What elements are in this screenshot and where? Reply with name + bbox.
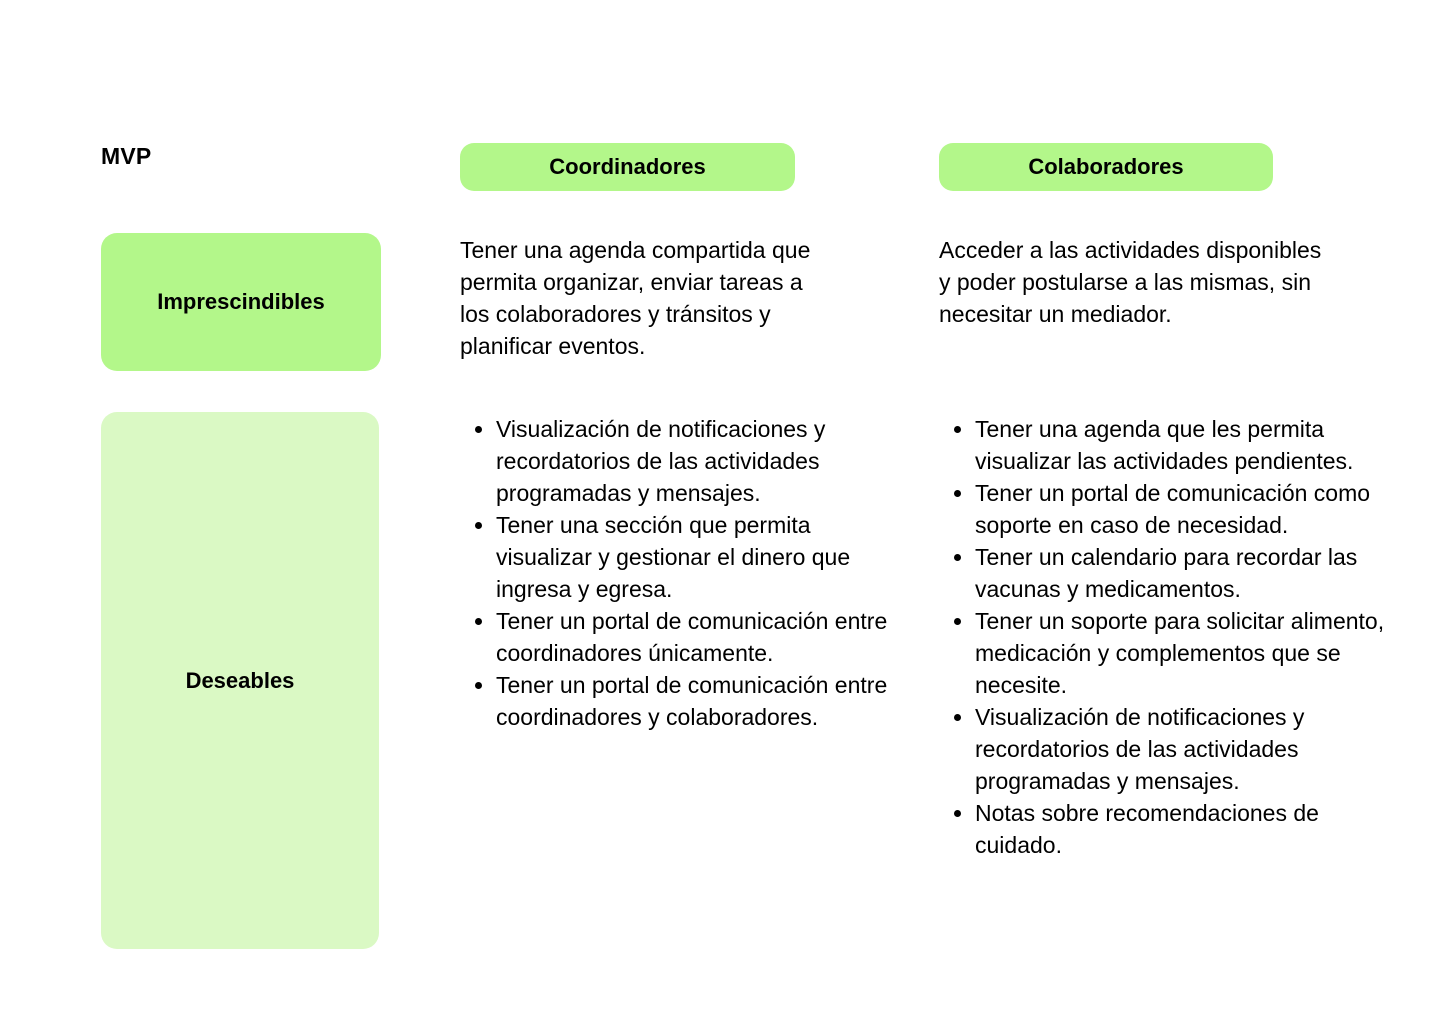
list-item: • Tener un soporte para solicitar alimento, medicación y complementos que se necesite. [975,605,1385,701]
list-item: • Tener un portal de comunicación como soporte en caso de necesidad. [975,477,1385,541]
list-item: • Tener un portal de comunicación entre coordinadores y colaboradores. [496,669,896,733]
page-title: MVP [101,143,152,169]
row-label-imprescindibles: Imprescindibles [101,233,381,371]
imprescindibles-coordinadores-text: Tener una agenda compartida que permita organizar, enviar tareas a los colaboradores y tránsitos y planificar eventos. [460,237,811,359]
list-item: • Visualización de notificaciones y recordatorios de las actividades programadas y mensajes. [496,413,896,509]
list-item: • Tener una agenda que les permita visualizar las actividades pendientes. [975,413,1385,477]
column-header-coordinadores: Coordinadores [460,143,795,191]
list-item: • Tener un portal de comunicación entre coordinadores únicamente. [496,605,896,669]
deseables-colaboradores-list [939,413,1385,861]
column-header-colaboradores: Colaboradores [939,143,1273,191]
imprescindibles-colaboradores-text: Acceder a las actividades disponibles y poder postularse a las mismas, sin necesitar un mediador. [939,237,1322,327]
list-item: • Tener una sección que permita visualizar y gestionar el dinero que ingresa y egresa. [496,509,896,605]
list-item: • Notas sobre recomendaciones de cuidado. [975,797,1385,861]
deseables-coordinadores-list [460,413,896,733]
list-item: • Visualización de notificaciones y recordatorios de las actividades programadas y mensajes. [975,701,1385,797]
list-item: • Tener un calendario para recordar las vacunas y medicamentos. [975,541,1385,605]
row-label-deseables: Deseables [101,412,379,949]
